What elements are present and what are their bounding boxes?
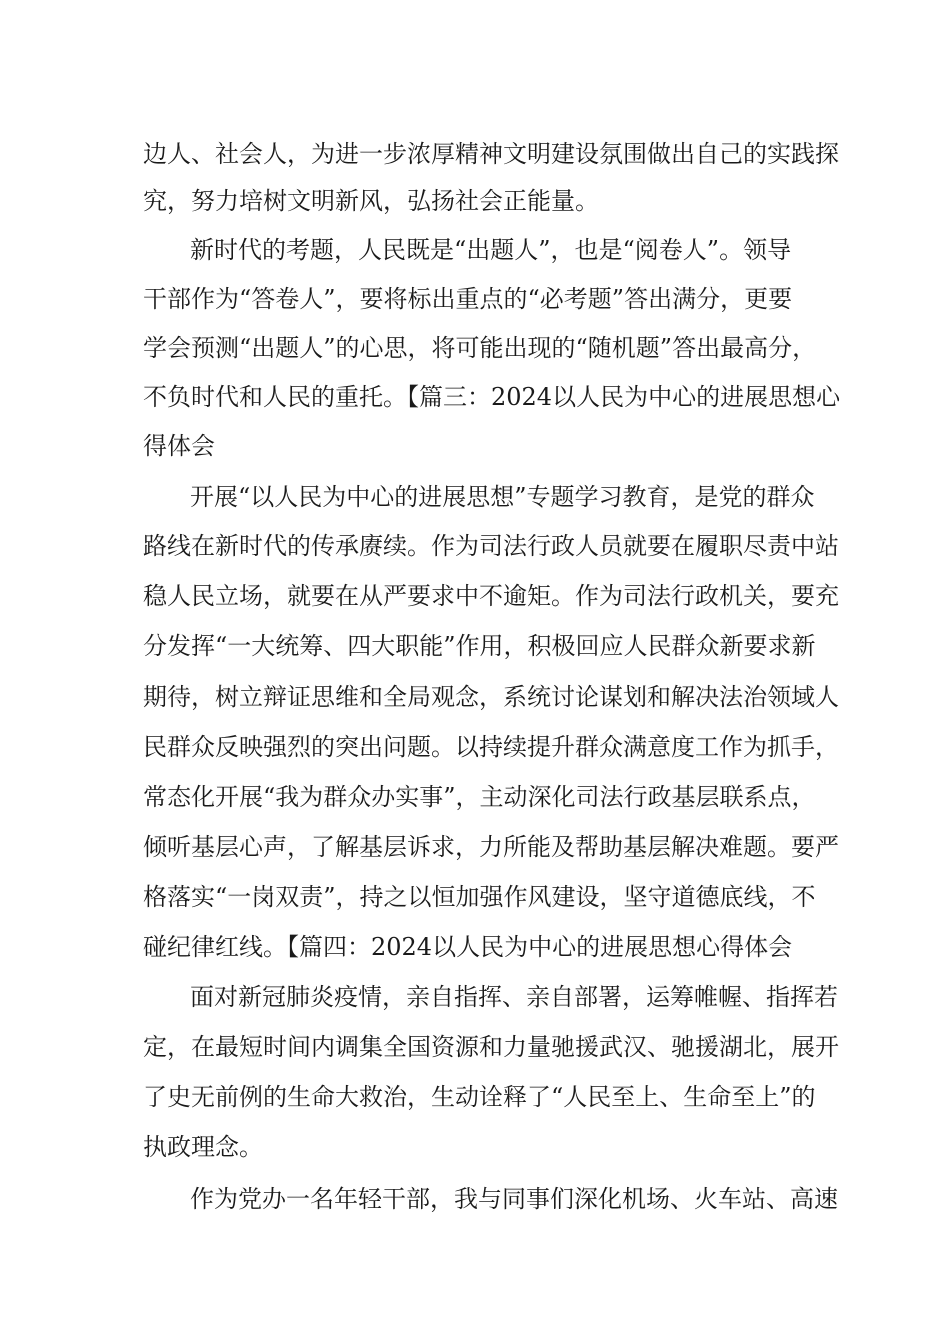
text-line: 究，努力培树文明新风，弘扬社会正能量。: [143, 187, 599, 215]
text-line: 定，在最短时间内调集全国资源和力量驰援武汉、驰援湖北，展开: [143, 1033, 839, 1061]
text-line: 倾听基层心声，了解基层诉求，力所能及帮助基层解决难题。要严: [143, 833, 839, 861]
text-line: 执政理念。: [143, 1133, 263, 1161]
text-line: 常态化开展“我为群众办实事”，主动深化司法行政基层联系点，: [143, 783, 816, 811]
text-line: 不负时代和人民的重托。【篇三：2024以人民为中心的进展思想心: [143, 383, 841, 411]
text-line: 格落实“一岗双责”，持之以恒加强作风建设，坚守道德底线，不: [143, 883, 816, 911]
text-line: 分发挥“一大统筹、四大职能”作用，积极回应人民群众新要求新: [143, 632, 816, 660]
text-line: 边人、社会人，为进一步浓厚精神文明建设氛围做出自己的实践探: [143, 140, 839, 168]
text-line: 干部作为“答卷人”，要将标出重点的“必考题”答出满分，更要: [143, 285, 793, 313]
text-line: 面对新冠肺炎疫情，亲自指挥、亲自部署，运筹帷幄、指挥若: [190, 983, 838, 1011]
text-line: 稳人民立场，就要在从严要求中不逾矩。作为司法行政机关，要充: [143, 582, 839, 610]
text-line: 开展“以人民为中心的进展思想”专题学习教育，是党的群众: [190, 483, 815, 511]
text-line: 作为党办一名年轻干部，我与同事们深化机场、火车站、高速: [190, 1185, 838, 1213]
text-line: 期待，树立辩证思维和全局观念，系统讨论谋划和解决法治领域人: [143, 683, 839, 711]
text-line: 学会预测“出题人”的心思，将可能出现的“随机题”答出最高分，: [143, 334, 817, 362]
text-line: 新时代的考题，人民既是“出题人”，也是“阅卷人”。领导: [190, 236, 792, 264]
text-line: 民群众反映强烈的突出问题。以持续提升群众满意度工作为抓手，: [143, 733, 839, 761]
text-line: 碰纪律红线。【篇四：2024以人民为中心的进展思想心得体会: [143, 933, 793, 961]
text-line: 了史无前例的生命大救治，生动诠释了“人民至上、生命至上”的: [143, 1083, 816, 1111]
text-line: 路线在新时代的传承赓续。作为司法行政人员就要在履职尽责中站: [143, 532, 839, 560]
text-line: 得体会: [143, 432, 215, 460]
